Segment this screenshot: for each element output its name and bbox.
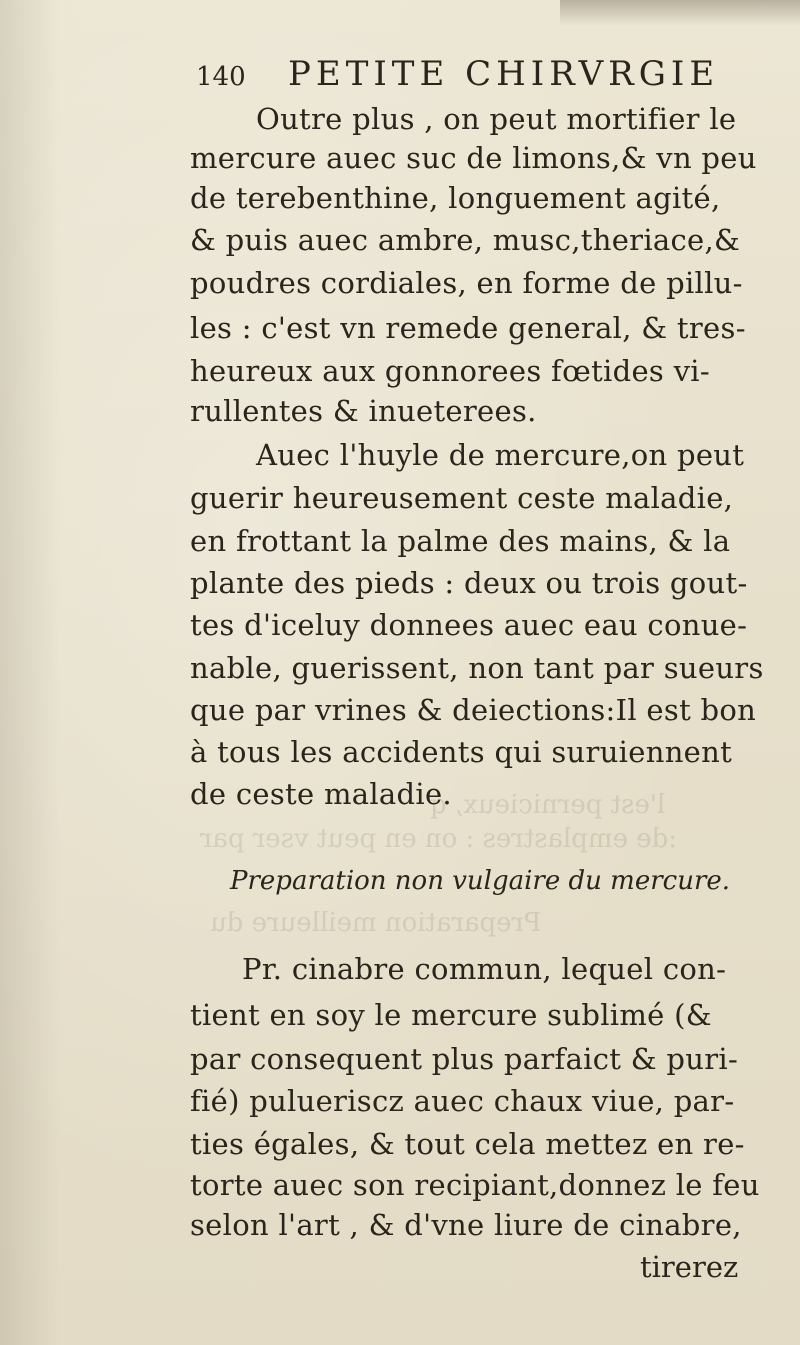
text-line: tes d'iceluy donnees auec eau conue- <box>190 608 748 642</box>
text-line: fié) pulueriscz auec chaux viue, par- <box>190 1084 735 1118</box>
text-line: en frottant la palme des mains, & la <box>190 524 731 558</box>
text-line: tient en soy le mercure sublimé (& <box>190 998 712 1032</box>
text-line: à tous les accidents qui suruiennent <box>190 735 733 769</box>
running-header <box>196 52 756 102</box>
text-line: Pr. cinabre commun, lequel con- <box>242 952 727 986</box>
text-line: Auec l'huyle de mercure,on peut <box>256 438 745 472</box>
text-line: par consequent plus parfaict & puri- <box>190 1042 739 1076</box>
bleed-through-text: Preparation meilleure du <box>210 908 542 938</box>
text-line: torte auec son recipiant,donnez le feu <box>190 1168 760 1202</box>
text-line: selon l'art , & d'vne liure de cinabre, <box>190 1208 742 1242</box>
gutter-shadow <box>0 0 60 1345</box>
text-line: guerir heureusement ceste maladie, <box>190 481 734 515</box>
page-edge-shadow <box>560 0 800 26</box>
text-line: que par vrines & deiections:Il est bon <box>190 693 757 727</box>
text-line: Outre plus , on peut mortifier le <box>256 102 737 136</box>
text-line: mercure auec suc de limons,& vn peu <box>190 141 757 175</box>
text-line: de ceste maladie. <box>190 777 452 811</box>
text-line: les : c'est vn remede general, & tres- <box>190 311 746 345</box>
text-line: heureux aux gonnorees fœtides vi- <box>190 354 710 388</box>
text-line: & puis auec ambre, musc,theriace,& <box>190 223 741 257</box>
page-number: 140 <box>196 62 246 92</box>
bleed-through-text: l'est pernicieux, q <box>430 790 666 820</box>
bleed-through-text: :de emplastres : on en peut vser par <box>200 824 678 854</box>
catchword: tirerez <box>640 1250 739 1284</box>
text-line: ties égales, & tout cela mettez en re- <box>190 1127 745 1161</box>
text-line: rullentes & inueterees. <box>190 394 537 428</box>
text-line: plante des pieds : deux ou trois gout- <box>190 566 748 600</box>
text-line: nable, guerissent, non tant par sueurs <box>190 651 764 685</box>
running-title: PETITE CHIRVRGIE <box>288 54 720 94</box>
section-heading: Preparation non vulgaire du mercure. <box>230 866 731 896</box>
text-line: poudres cordiales, en forme de pillu- <box>190 266 743 300</box>
text-line: de terebenthine, longuement agité, <box>190 181 721 215</box>
